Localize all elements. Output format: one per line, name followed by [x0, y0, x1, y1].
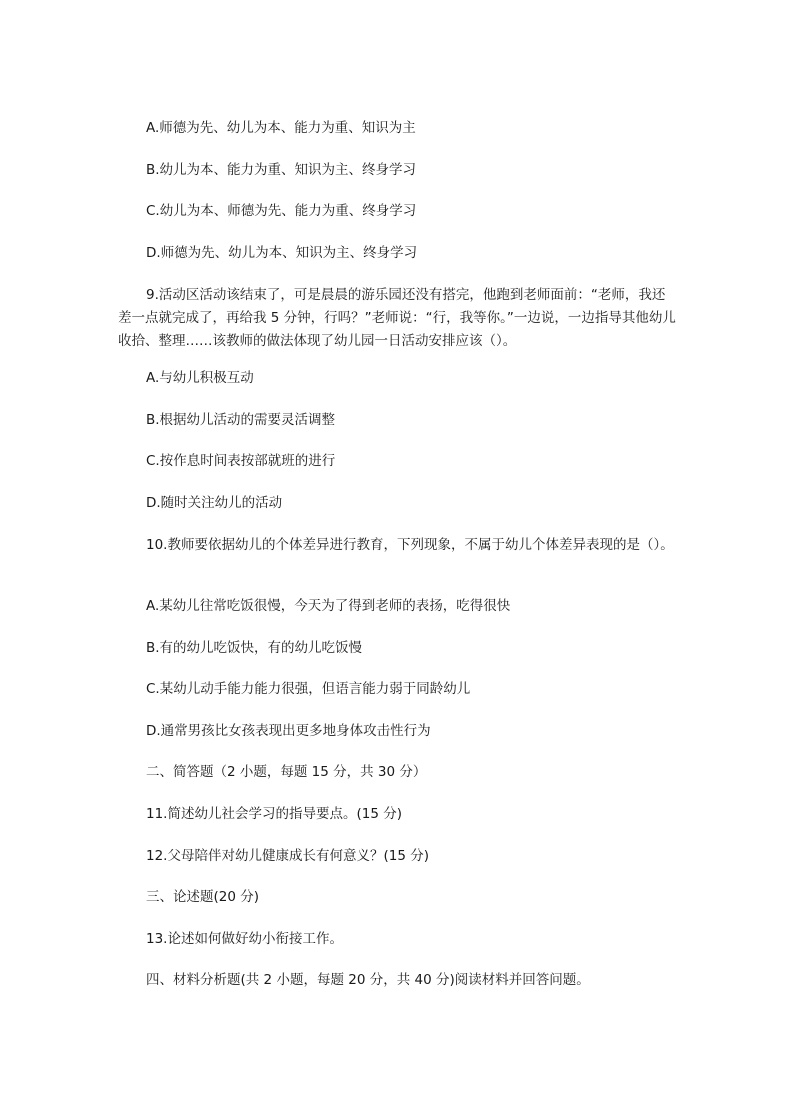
q13: 13.论述如何做好幼小衔接工作。 — [146, 931, 343, 947]
q10-option-d: D.通常男孩比女孩表现出更多地身体攻击性行为 — [146, 723, 431, 739]
section2-heading: 二、简答题（2 小题，每题 15 分，共 30 分） — [146, 764, 427, 780]
q8-option-a: A.师德为先、幼儿为本、能力为重、知识为主 — [146, 120, 416, 136]
q8-option-b: B.幼儿为本、能力为重、知识为主、终身学习 — [146, 162, 417, 178]
section4-heading: 四、材料分析题(共 2 小题，每题 20 分，共 40 分)阅读材料并回答问题。 — [146, 972, 590, 988]
q11: 11.简述幼儿社会学习的指导要点。(15 分) — [146, 806, 402, 822]
q10-option-a: A.某幼儿往常吃饭很慢，今天为了得到老师的表扬，吃得很快 — [146, 598, 511, 614]
q9-option-d: D.随时关注幼儿的活动 — [146, 495, 283, 511]
q10-option-b: B.有的幼儿吃饭快，有的幼儿吃饭慢 — [146, 640, 363, 656]
q12: 12.父母陪伴对幼儿健康成长有何意义？(15 分) — [146, 848, 429, 864]
q9-option-c: C.按作息时间表按部就班的进行 — [146, 453, 336, 469]
q10-stem: 10.教师要依据幼儿的个体差异进行教育，下列现象，不属于幼儿个体差异表现的是（）。 — [146, 537, 674, 553]
q9-option-b: B.根据幼儿活动的需要灵活调整 — [146, 412, 336, 428]
q9-option-a: A.与幼儿积极互动 — [146, 370, 254, 386]
q8-option-d: D.师德为先、幼儿为本、知识为主、终身学习 — [146, 245, 418, 261]
section3-heading: 三、论述题(20 分) — [146, 889, 260, 905]
q9-stem: 9.活动区活动该结束了，可是晨晨的游乐园还没有搭完，他跑到老师面前：“老师，我还差一点就完成了，再给我 5 分钟，行吗？”老师说：“行，我等你。”一边说，一边指导其他幼儿收拾、整理……该教师的做法体现了幼儿园一日活动安排应该（）。 — [118, 287, 676, 349]
q10-option-c: C.某幼儿动手能力能力很强，但语言能力弱于同龄幼儿 — [146, 681, 471, 697]
q8-option-c: C.幼儿为本、师德为先、能力为重、终身学习 — [146, 203, 417, 219]
